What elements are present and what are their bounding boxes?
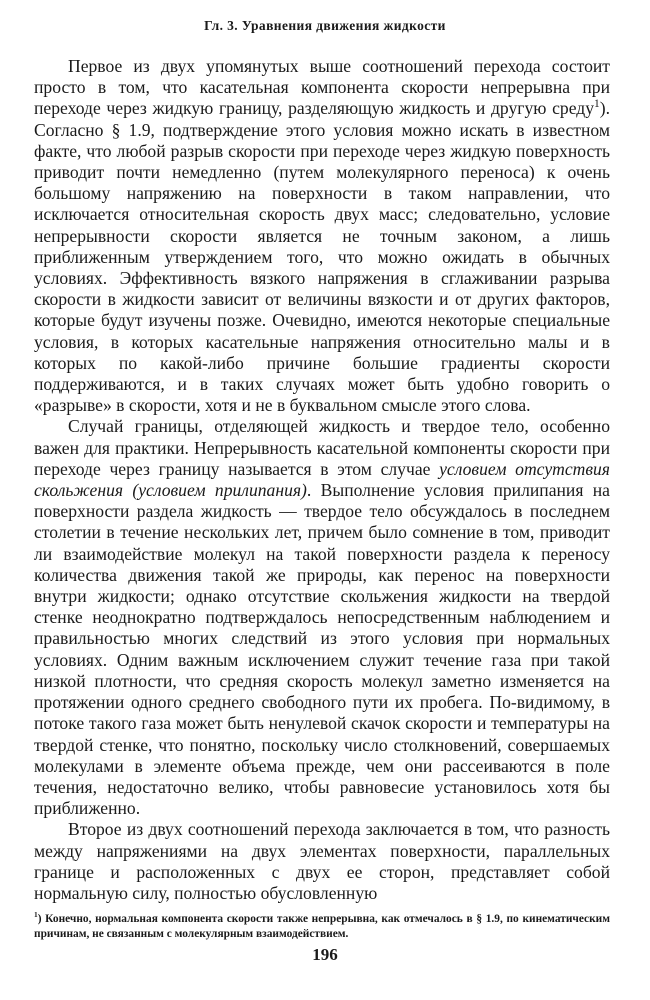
paragraph-2-text-b: . Выполнение условия прилипания на поверхности раздела жидкость — твердое тело обсуждалось в последнем столетии в течение нескольких лет, причем было сомнение в том, приводит ли взаимодействие молекул на такой поверхности раздела к переносу количества движения такой же природы, как перенос на поверхности внутри жидкости; однако отсутствие скольжения жидкости на твердой стенке неоднократно подтверждалось непосредственным наблюдением и правильностью многих следствий из этого условия при нормальных условиях. Одним важным исключением служит течение газа при такой низкой плотности, что средняя скорость молекул заметно изменяется на протяжении одного среднего свободного пути их пробега. По-видимому, в потоке такого газа может быть ненулевой скачок скорости и температуры на твердой стенке, что понятно, поскольку число столкновений, совершаемых молекулами в элементе объема прежде, чем они рассеиваются в поле течения, недостаточно велико, чтобы равновесие установилось хотя бы приближенно. (34, 480, 610, 819)
paragraph-1-text: Первое из двух упомянутых выше соотношений перехода состоит просто в том, что касательная компонента скорости непрерывна при переходе через жидкую границу, разделяющую жидкость и другую среду (34, 56, 610, 119)
paragraph-3: Второе из двух соотношений перехода заключается в том, что разность между напряжениями на двух элементах поверхности, параллельных границе и расположенных с двух ее сторон, представляет собой нормальную силу, полностью обусловленную (34, 819, 610, 903)
footnote-text: ) Конечно, нормальная компонента скорости также непрерывна, как отмечалось в § 1.9, по кинематическим причинам, не связанным с молекулярным взаимодействием. (34, 913, 610, 940)
paragraph-1 (34, 56, 610, 416)
no-slip-condition-term: условием отсутствия скольжения (условием прилипания) (34, 458, 610, 501)
footnote (34, 912, 610, 942)
body-text (34, 56, 610, 904)
footnote-mark: 1 (34, 910, 38, 920)
paragraph-2 (34, 416, 610, 819)
page-number: 196 (312, 945, 338, 964)
footnote-ref-1: 1 (594, 98, 600, 111)
running-head: Гл. 3. Уравнения движения жидкости (204, 18, 446, 33)
paragraph-1-text-rest: ). Согласно § 1.9, подтверждение этого условия можно искать в известном факте, что любой разрыв скорости при переходе через жидкую поверхность приводит почти немедленно (путем молекулярного переноса) к очень большому напряжению на поверхности в таком направлении, что исключается относительная скорость двух масс; следовательно, условие непрерывности скорости является не точным законом, а лишь приближенным утверждением того, что можно ожидать в обычных условиях. Эффективность вязкого напряжения в сглаживании разрыва скорости в жидкости зависит от величины вязкости и от других факторов, которые будут изучены позже. Очевидно, имеются некоторые специальные условия, в которых касательные напряжения относительно малы и в которых по какой-либо причине большие градиенты скорости поддерживаются, и в таких случаях может быть удобно говорить о «разрыве» в скорости, хотя и не в буквальном смысле этого слова. (34, 98, 610, 416)
paragraph-2-text-a: Случай границы, отделяющей жидкость и твердое тело, особенно важен для практики. Непрерывность касательной компоненты скорости при переходе через границу называется в этом случае (34, 416, 610, 479)
